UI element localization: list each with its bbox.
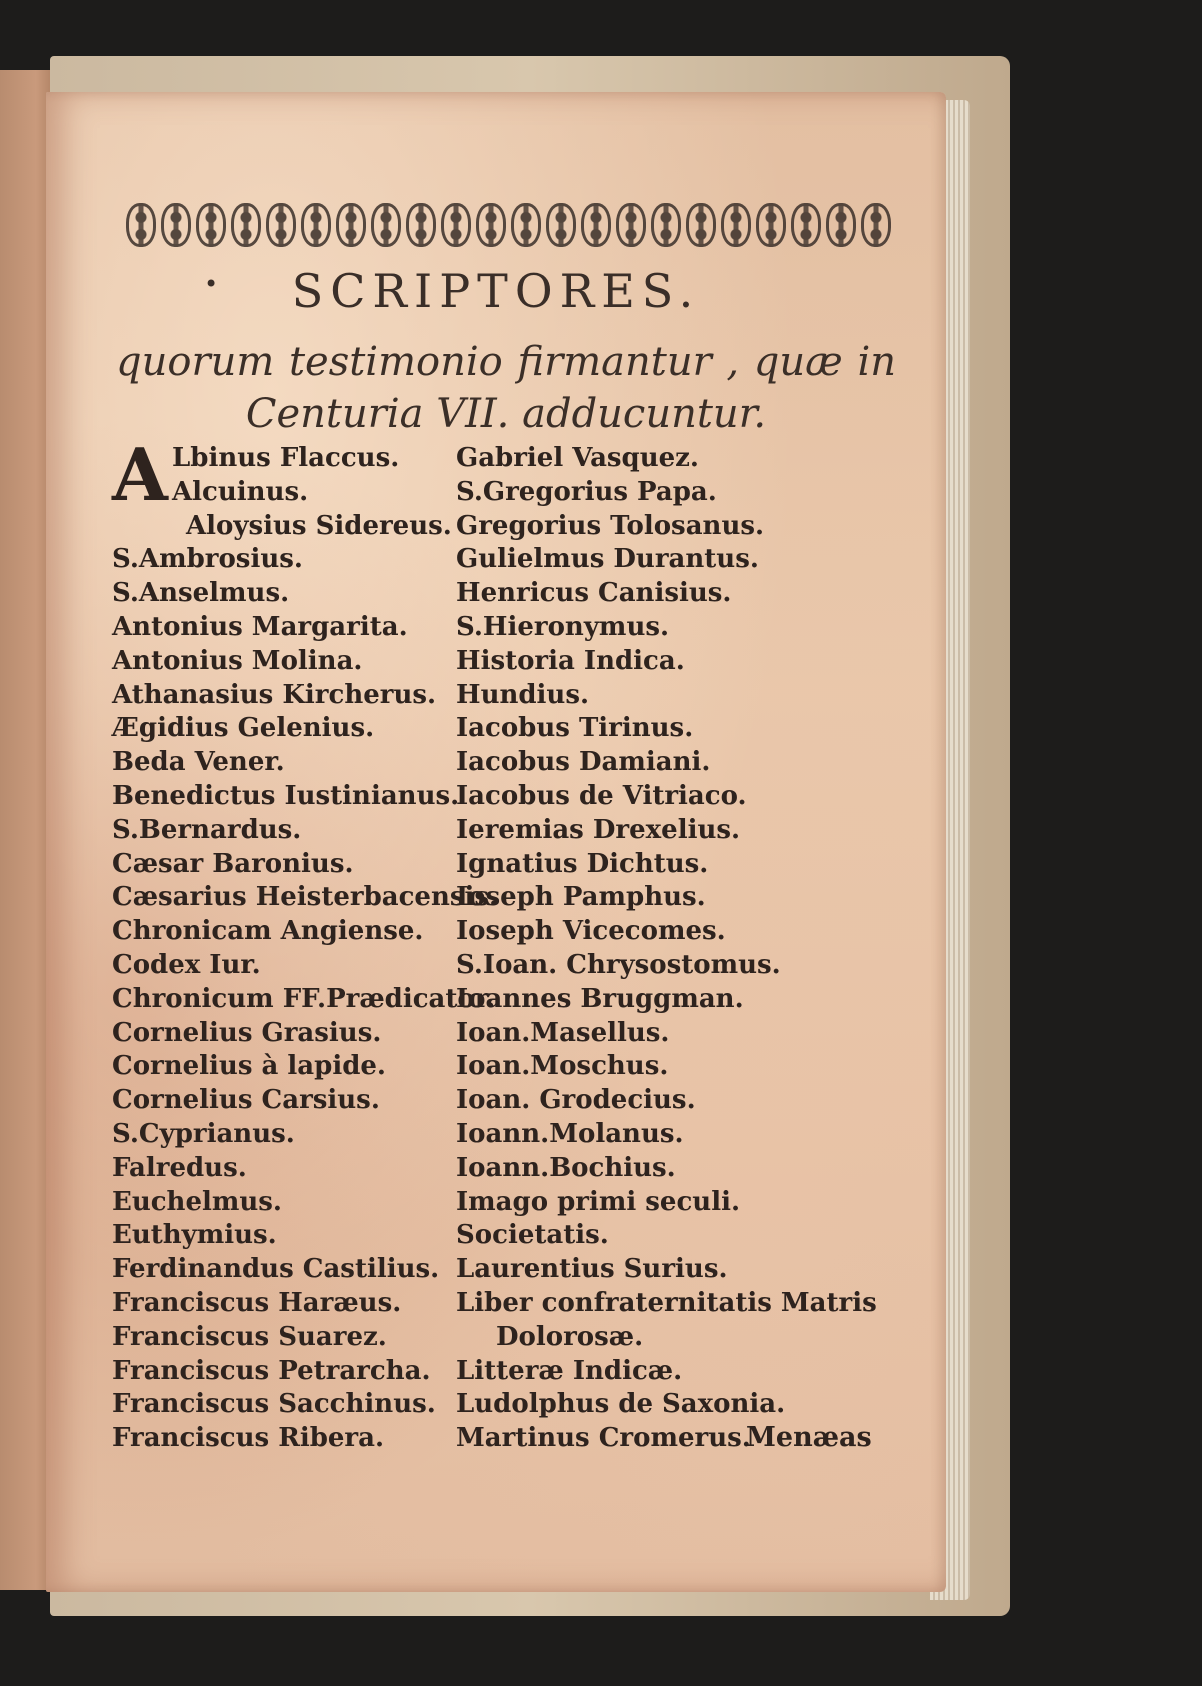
page-title: SCRIPTORES. — [291, 264, 701, 318]
list-item: Ioseph Vicecomes. — [456, 916, 726, 947]
list-item: Litteræ Indicæ. — [456, 1355, 683, 1386]
ornament-motif — [126, 203, 156, 247]
subtitle-line-2: Centuria VII. adducuntur. — [245, 391, 767, 437]
ornament-motif — [161, 203, 191, 247]
ornament-motif — [756, 203, 786, 247]
list-item: Chronicam Angiense. — [112, 916, 424, 947]
list-item: Benedictus Iustinianus. — [112, 780, 460, 811]
list-item: Gabriel Vasquez. — [456, 443, 699, 473]
list-item: S.Hieronymus. — [456, 611, 670, 642]
list-item: Laurentius Surius. — [456, 1254, 728, 1285]
list-item: S.Ioan. Chrysostomus. — [456, 949, 781, 980]
list-item: Franciscus Haræus. — [112, 1287, 402, 1318]
list-item: Aloysius Sidereus. — [186, 510, 452, 541]
subtitle-line-1: quorum testimonio firmantur , quæ in — [116, 339, 896, 385]
list-item: Dolorosæ. — [496, 1321, 644, 1352]
list-item: Ioann.Bochius. — [456, 1152, 676, 1183]
list-item: Athanasius Kircherus. — [112, 679, 437, 710]
ornament-motif — [686, 203, 716, 247]
list-item: Franciscus Sacchinus. — [112, 1389, 436, 1420]
list-item: Euchelmus. — [112, 1186, 282, 1217]
list-item: S.Cyprianus. — [112, 1118, 295, 1149]
list-item: Hundius. — [456, 679, 590, 710]
list-item: Iacobus de Vitriaco. — [456, 780, 747, 811]
ornament-motif — [301, 203, 331, 247]
ornament-motif — [861, 203, 891, 247]
list-item: Iacobus Damiani. — [456, 747, 711, 778]
list-item: S.Anselmus. — [112, 578, 290, 609]
list-item: Alcuinus. — [172, 476, 309, 507]
ornament-motif — [791, 203, 821, 247]
list-item: Falredus. — [112, 1152, 247, 1183]
list-item: Ægidius Gelenius. — [112, 713, 375, 744]
list-item: Societatis. — [456, 1220, 609, 1251]
list-item: Beda Vener. — [112, 747, 285, 778]
author-list-left — [112, 432, 499, 1456]
list-item: Ioan. Grodecius. — [456, 1085, 696, 1116]
list-item: Cornelius Carsius. — [112, 1085, 380, 1116]
list-item: Chronicum FF.Prædicator. — [112, 983, 496, 1014]
list-item: Henricus Canisius. — [456, 578, 732, 609]
list-item: S.Bernardus. — [112, 814, 302, 845]
list-item: Ioan.Masellus. — [456, 1017, 670, 1048]
list-item: A Lbinus Flaccus. — [112, 432, 400, 517]
ornament-motif — [546, 203, 576, 247]
catchword: Menæas — [746, 1422, 872, 1453]
ornament-motif — [476, 203, 506, 247]
list-item: Euthymius. — [112, 1220, 277, 1251]
list-item: Franciscus Petrarcha. — [112, 1355, 431, 1386]
list-item: Franciscus Ribera. — [112, 1423, 385, 1454]
list-item: S.Ambrosius. — [112, 544, 303, 575]
list-item: Ioseph Pamphus. — [456, 882, 706, 913]
list-item: Ferdinandus Castilius. — [112, 1254, 440, 1285]
list-item: Liber confraternitatis Matris — [456, 1287, 877, 1318]
list-item: Cornelius Grasius. — [112, 1017, 382, 1048]
ornament-motif — [581, 203, 611, 247]
list-item: Codex Iur. — [112, 949, 261, 980]
list-item: Gulielmus Durantus. — [456, 544, 759, 575]
list-item: Antonius Margarita. — [112, 611, 408, 642]
list-item: Cornelius à lapide. — [112, 1051, 386, 1082]
list-item: Cæsar Baronius. — [112, 848, 354, 879]
ornamental-header-band — [126, 197, 891, 252]
list-item: Historia Indica. — [456, 645, 685, 676]
list-item: Iacobus Tirinus. — [456, 713, 694, 744]
list-item: Ioan.Moschus. — [456, 1051, 669, 1082]
ornament-motif — [196, 203, 226, 247]
ornament-motif — [616, 203, 646, 247]
list-item: S.Gregorius Papa. — [456, 476, 717, 507]
ornament-motif — [721, 203, 751, 247]
list-item: Ioann.Molanus. — [456, 1118, 684, 1149]
list-item: Antonius Molina. — [112, 645, 363, 676]
book-page — [46, 92, 946, 1592]
ornament-motif — [231, 203, 261, 247]
decorative-dot: • — [204, 270, 219, 298]
ornament-motif — [511, 203, 541, 247]
ornament-motif — [266, 203, 296, 247]
list-item: Martinus Cromerus. — [456, 1423, 751, 1454]
list-item: Franciscus Suarez. — [112, 1321, 387, 1352]
list-item: Ieremias Drexelius. — [456, 814, 741, 845]
drop-cap: A — [112, 432, 168, 517]
ornament-motif — [371, 203, 401, 247]
list-item: Ignatius Dichtus. — [456, 848, 709, 879]
ornament-motif — [406, 203, 436, 247]
ornament-motif — [336, 203, 366, 247]
ornament-motif — [651, 203, 681, 247]
list-item: Ioannes Bruggman. — [456, 983, 744, 1014]
list-item: Ludolphus de Saxonia. — [456, 1389, 786, 1420]
list-item: Imago primi seculi. — [456, 1186, 741, 1217]
ornament-motif — [826, 203, 856, 247]
list-item: Gregorius Tolosanus. — [456, 510, 765, 541]
author-list-right — [456, 442, 877, 1456]
list-item: Cæsarius Heisterbacensis. — [112, 882, 499, 913]
ornament-motif — [441, 203, 471, 247]
